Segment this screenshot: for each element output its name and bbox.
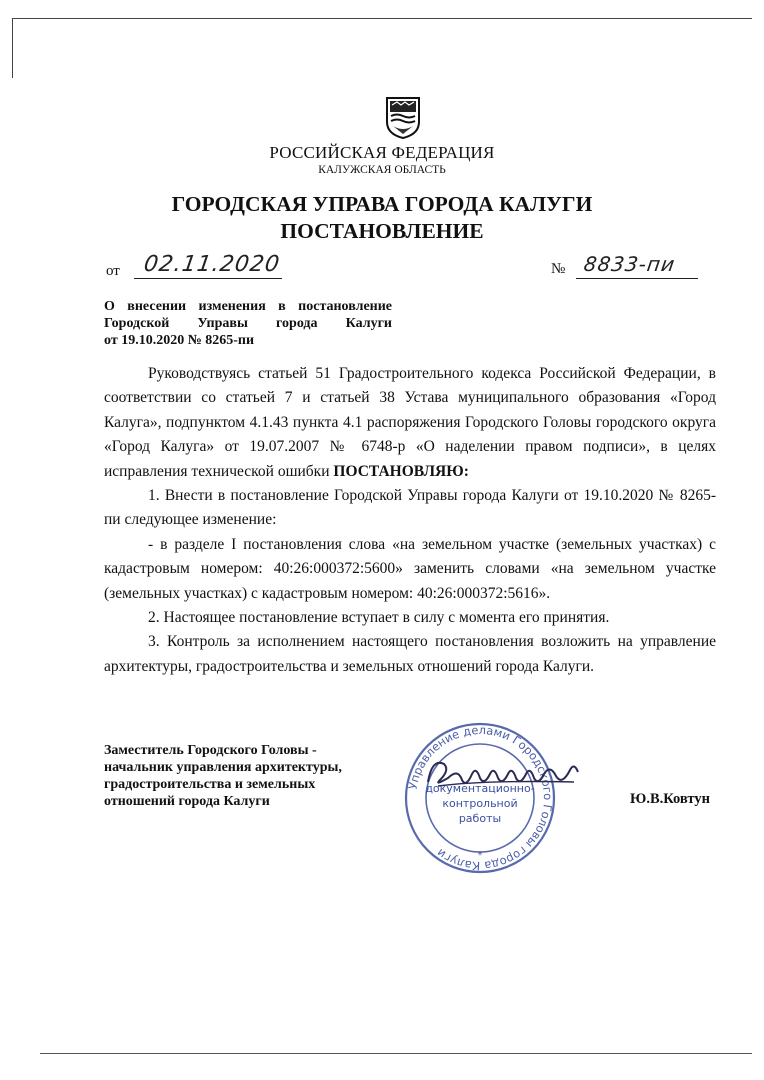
subject-line: Городской Управы города Калуги	[104, 316, 392, 331]
item-1-change: - в разделе I постановления слова «на земельном участке (земельных участках) с кадастровым номером: 40:26:000372:5600» заменить словами «на земельном участке (земельных участках) с кадастровым номером: 40:26:000372:5616».	[104, 535, 716, 602]
number-underline	[576, 278, 698, 279]
signer-position-line: Заместитель Городского Головы -	[104, 743, 317, 758]
decree-word: ПОСТАНОВЛЯЮ:	[333, 462, 469, 480]
number-prefix: №	[551, 261, 566, 277]
stamp-inner-line: контрольной	[442, 797, 518, 810]
scan-edge-top	[12, 18, 752, 19]
handwritten-number: 8833-пи	[582, 252, 677, 276]
signer-name: Ю.В.Ковтун	[630, 791, 710, 807]
item-3: 3. Контроль за исполнением настоящего постановления возложить на управление архитектуры, градостроительства и земельных отношений города Калуги.	[104, 633, 716, 675]
document-type: ПОСТАНОВЛЕНИЕ	[280, 219, 484, 243]
official-stamp	[400, 718, 560, 878]
stamp-outer-text: Управление делами Городского Головы города Калуги	[405, 722, 556, 874]
signer-position-line: начальник управления архитектуры,	[104, 760, 342, 775]
svg-text:*: *	[477, 850, 483, 861]
region-name: КАЛУЖСКАЯ ОБЛАСТЬ	[318, 164, 446, 176]
handwritten-signature	[424, 752, 584, 798]
item-1: 1. Внести в постановление Городской Управы города Калуги от 19.10.2020 № 8265-пи следующее изменение:	[104, 487, 716, 529]
date-underline	[134, 278, 282, 279]
preamble-text: Руководствуясь статьей 51 Градостроительного кодекса Российской Федерации, в соответствии со статьей 7 и статьей 38 Устава муниципального образования «Город Калуга», подпунктом 4.1.43 пункта 4.1 распоряжения Городского Головы городского округа «Город Калуга» от 19.07.2007 № 6748-р «О наделении правом подписи», в целях исправления технической ошибки	[104, 365, 716, 480]
handwritten-date: 02.11.2020	[142, 252, 282, 277]
signer-position-line: отношений города Калуги	[104, 794, 270, 809]
subject-line: О внесении изменения в постановление	[104, 299, 392, 314]
coat-of-arms-icon	[385, 96, 421, 140]
document-body	[104, 362, 716, 679]
scan-edge-left	[12, 18, 13, 78]
scan-edge-bottom	[40, 1053, 752, 1054]
preamble-paragraph	[104, 362, 716, 484]
subject-line: от 19.10.2020 № 8265-пи	[104, 333, 255, 348]
date-prefix: от	[106, 263, 120, 279]
signer-position-line: градостроительства и земельных	[104, 777, 316, 792]
signer-position	[104, 742, 354, 810]
document-subject	[104, 298, 392, 349]
organization-name: ГОРОДСКАЯ УПРАВА ГОРОДА КАЛУГИ	[171, 192, 593, 216]
item-2: 2. Настоящее постановление вступает в силу с момента его принятия.	[148, 609, 610, 627]
stamp-inner-line: документационно-	[425, 782, 535, 795]
country-name: РОССИЙСКАЯ ФЕДЕРАЦИЯ	[269, 143, 495, 162]
stamp-inner-line: работы	[458, 812, 502, 825]
